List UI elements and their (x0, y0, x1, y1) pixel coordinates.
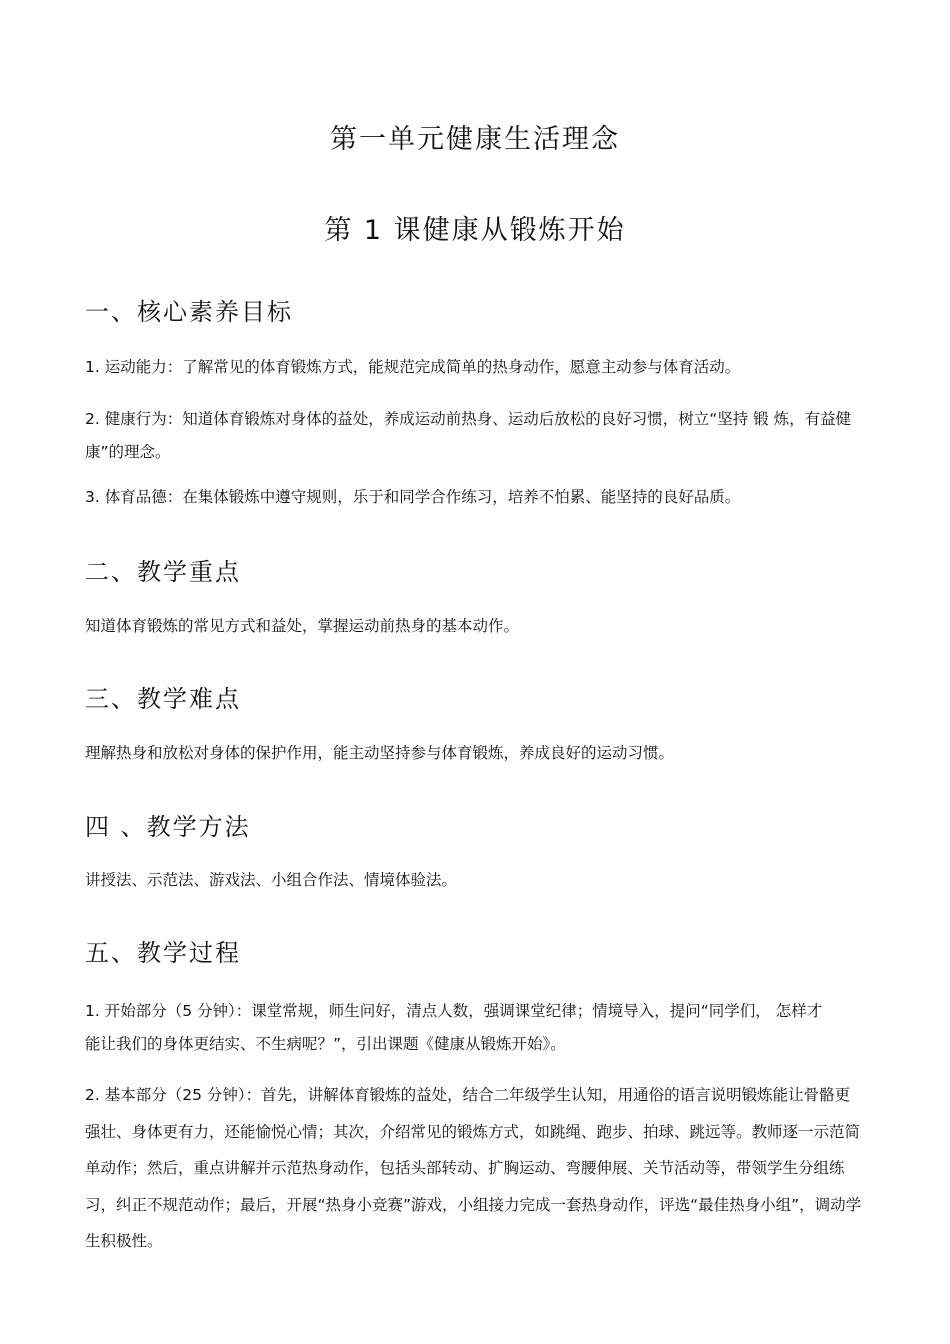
core-goal-item: 1. 运动能力：了解常见的体育锻炼方式，能规范完成简单的热身动作，愿意主动参与体育活动。 (85, 358, 741, 376)
section-heading-difficulties: 三、教学难点 (85, 685, 241, 713)
unit-title: 第一单元健康生活理念 (330, 124, 620, 155)
key-points-text: 知道体育锻炼的常见方式和益处，掌握运动前热身的基本动作。 (85, 617, 520, 635)
process-item: 1. 开始部分（5 分钟）：课堂常规，师生问好，清点人数，强调课堂纪律；情境导入，提问“同学们， 怎样才能让我们的身体更结实、不生病呢？”，引出课题《健康从锻炼开始》。 (85, 1002, 823, 1053)
methods-text: 讲授法、示范法、游戏法、小组合作法、情境体验法。 (85, 871, 458, 889)
section-heading-key-points: 二、教学重点 (85, 558, 241, 586)
core-goal-item: 3. 体育品德：在集体锻炼中遵守规则，乐于和同学合作练习，培养不怕累、能坚持的良好品质。 (85, 488, 741, 506)
process-item: 2. 基本部分（25 分钟）：首先，讲解体育锻炼的益处，结合二年级学生认知，用通俗的语言说明锻炼能让骨骼更强壮、身体更有力，还能愉悦心情；其次，介绍常见的锻炼方式，如跳绳、跑步、拍球、跳远等。教师逐一示范简单动作；然后，重点讲解并示范热身动作，包括头部转动、扩胸运动、弯腰伸展、关节活动等，带领学生分组练习，纠正不规范动作；最后，开展“热身小竞赛”游戏，小组接力完成一套热身动作，评选“最佳热身小组”，调动学生积极性。 (85, 1086, 862, 1250)
core-goal-item: 2. 健康行为：知道体育锻炼对身体的益处，养成运动前热身、运动后放松的良好习惯，树立“坚持 锻 炼，有益健康”的理念。 (85, 410, 852, 461)
section-heading-methods: 四 、教学方法 (85, 813, 251, 841)
lesson-title: 第 1 课健康从锻炼开始 (324, 215, 626, 246)
section-heading-process: 五、教学过程 (85, 939, 241, 967)
difficulties-text: 理解热身和放松对身体的保护作用，能主动坚持参与体育锻炼，养成良好的运动习惯。 (85, 744, 675, 762)
section-heading-core-goals: 一、核心素养目标 (85, 298, 293, 326)
